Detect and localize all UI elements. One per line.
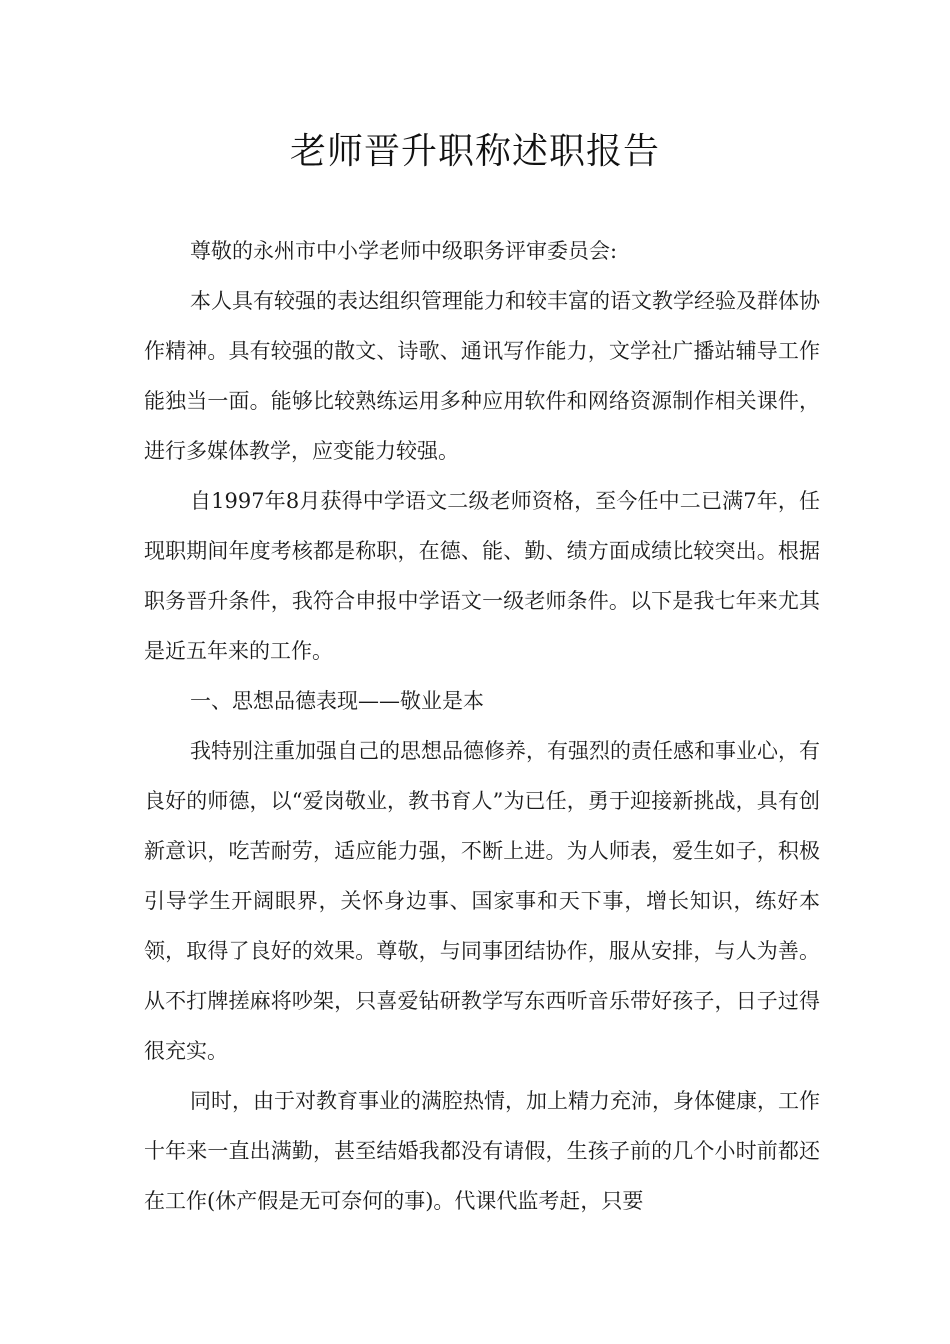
document-body <box>144 226 820 1226</box>
attendance-paragraph: 同时，由于对教育事业的满腔热情，加上精力充沛，身体健康，工作十年来一直出满勤，甚至结婚我都没有请假，生孩子前的几个小时前都还在工作(休产假是无可奈何的事)。代课代监考赶，只要 <box>144 1089 820 1213</box>
section-heading: 一、思想品德表现——敬业是本 <box>190 689 484 713</box>
intro-paragraph: 本人具有较强的表达组织管理能力和较丰富的语文教学经验及群体协作精神。具有较强的散文、诗歌、通讯写作能力，文学社广播站辅导工作能独当一面。能够比较熟练运用多种应用软件和网络资源制作相关课件，进行多媒体教学，应变能力较强。 <box>144 289 820 463</box>
ethics-paragraph: 我特别注重加强自己的思想品德修养，有强烈的责任感和事业心，有良好的师德，以“爱岗敬业，教书育人”为已任，勇于迎接新挑战，具有创新意识，吃苦耐劳，适应能力强，不断上进。为人师表，爱生如子，积极引导学生开阔眼界，关怀身边事、国家事和天下事，增长知识，练好本领，取得了良好的效果。尊敬，与同事团结协作，服从安排，与人为善。从不打牌搓麻将吵架，只喜爱钻研教学写东西听音乐带好孩子，日子过得很充实。 <box>144 739 820 1063</box>
salutation-paragraph: 尊敬的永州市中小学老师中级职务评审委员会: <box>190 239 618 263</box>
document-title: 老师晋升职称述职报告 <box>289 131 660 172</box>
qualification-paragraph: 自1997年8月获得中学语文二级老师资格，至今任中二已满7年，任现职期间年度考核都是称职，在德、能、勤、绩方面成绩比较突出。根据职务晋升条件，我符合申报中学语文一级老师条件。以下是我七年来尤其是近五年来的工作。 <box>144 489 820 663</box>
